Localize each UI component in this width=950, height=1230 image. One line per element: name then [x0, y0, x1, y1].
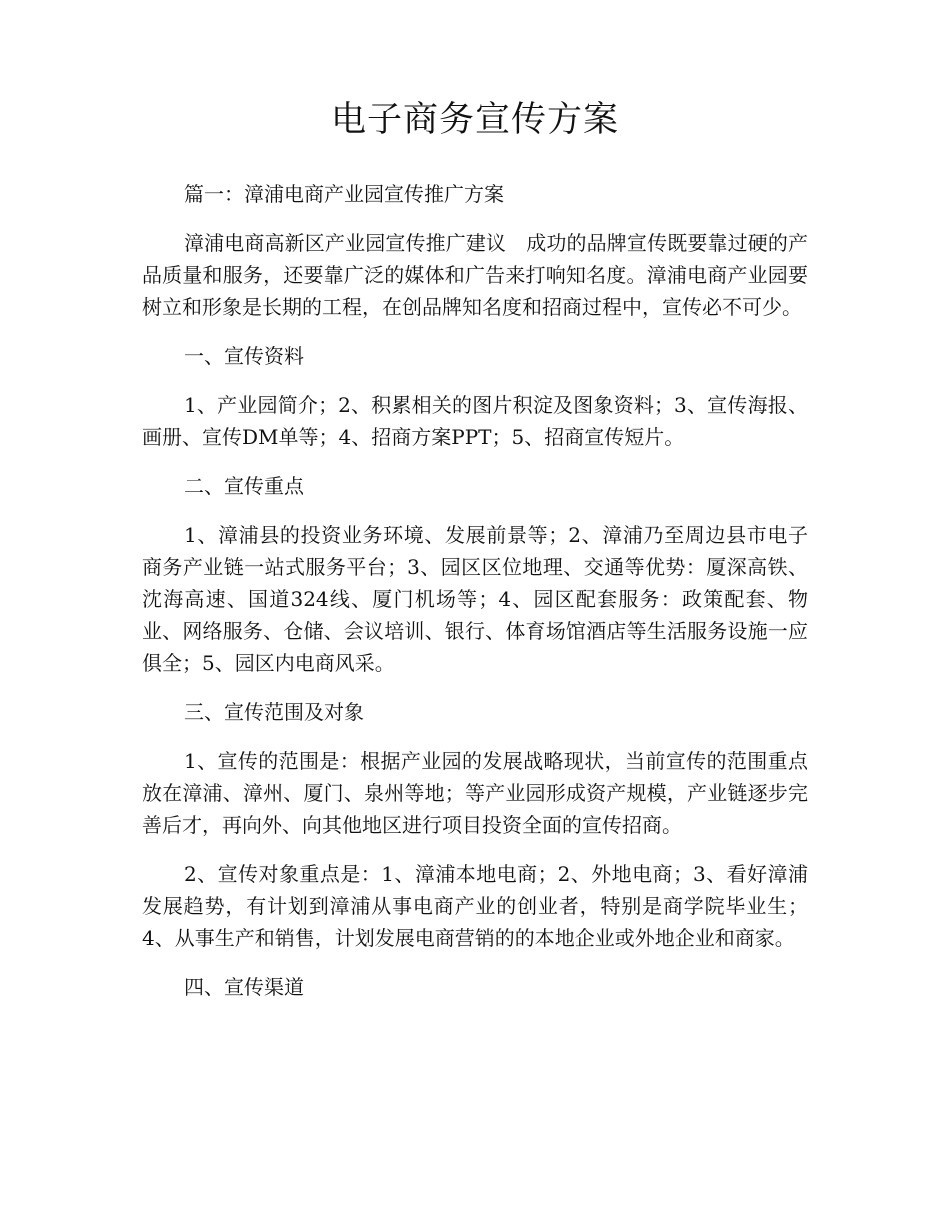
section-heading-focus: 二、宣传重点 — [184, 474, 304, 498]
audience-paragraph: 2、宣传对象重点是：1、漳浦本地电商；2、外地电商；3、看好漳浦发展趋势，有计划到漳浦从事电商产业的创业者，特别是商学院毕业生；4、从事生产和销售，计划发展电商营销的的本地企业或外地企业和商家。 — [142, 862, 808, 950]
scope-paragraph: 1、宣传的范围是：根据产业园的发展战略现状，当前宣传的范围重点放在漳浦、漳州、厦门、泉州等地；等产业园形成资产规模，产业链逐步完善后才，再向外、向其他地区进行项目投资全面的宣传招商。 — [142, 749, 808, 837]
materials-paragraph: 1、产业园简介；2、积累相关的图片积淀及图象资料；3、宣传海报、画册、宣传DM单等；4、招商方案PPT；5、招商宣传短片。 — [142, 393, 808, 449]
section-heading-channels: 四、宣传渠道 — [184, 975, 304, 999]
intro-paragraph: 漳浦电商高新区产业园宣传推广建议 成功的品牌宣传既要靠过硬的产品质量和服务，还要靠广泛的媒体和广告来打响知名度。漳浦电商产业园要树立和形象是长期的工程，在创品牌知名度和招商过程中，宣传必不可少。 — [142, 231, 808, 319]
focus-paragraph: 1、漳浦县的投资业务环境、发展前景等；2、漳浦乃至周边县市电子商务产业链一站式服务平台；3、园区区位地理、交通等优势：厦深高铁、沈海高速、国道324线、厦门机场等；4、园区配套服务：政策配套、物业、网络服务、仓储、会议培训、银行、体育场馆酒店等生活服务设施一应俱全；5、园区内电商风采。 — [142, 523, 808, 675]
section-heading-part-one: 篇一：漳浦电商产业园宣传推广方案 — [184, 182, 504, 206]
section-heading-materials: 一、宣传资料 — [184, 344, 304, 368]
document-body — [142, 178, 808, 1020]
section-heading-scope: 三、宣传范围及对象 — [184, 700, 364, 724]
document-title: 电子商务宣传方案 — [330, 100, 619, 140]
